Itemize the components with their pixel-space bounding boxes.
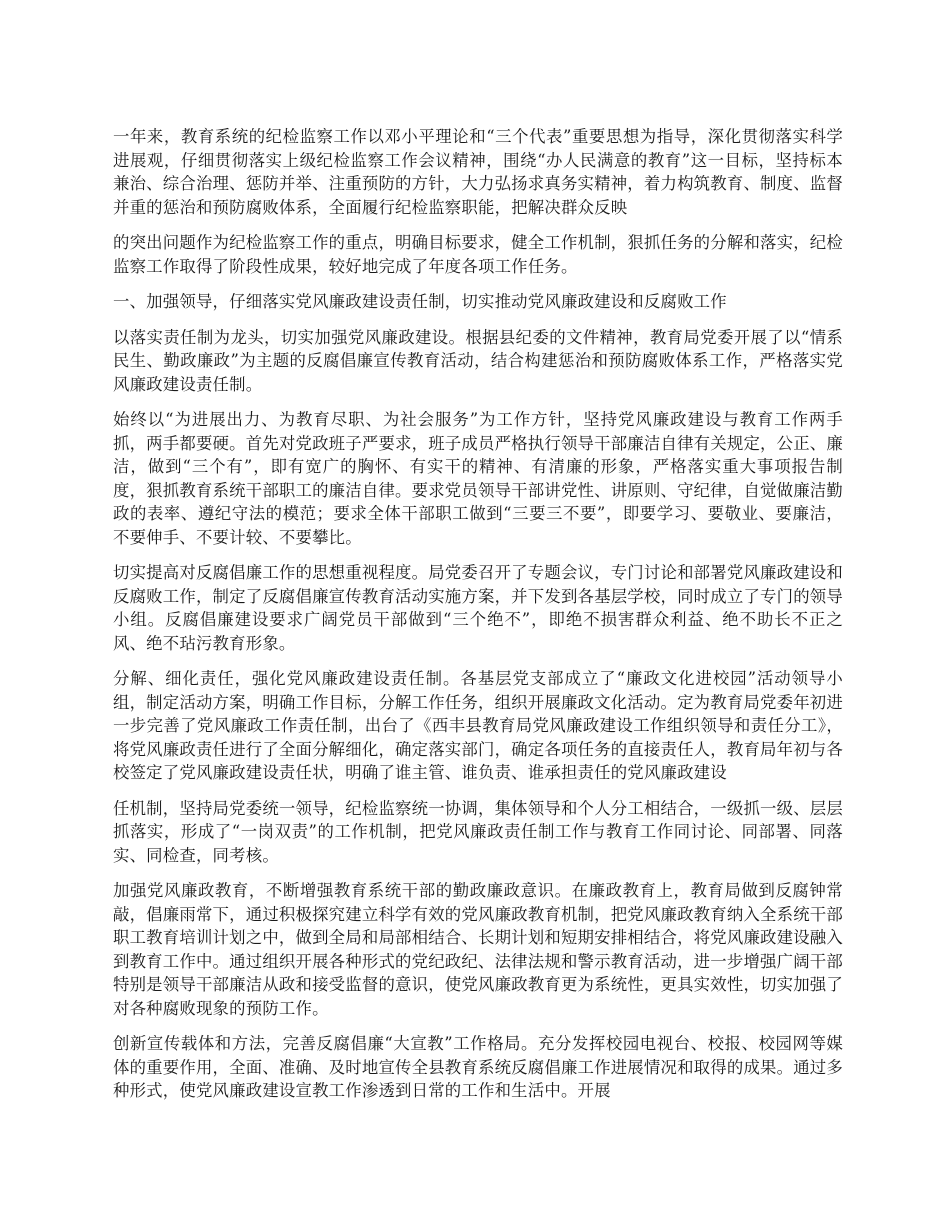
paragraph-education: 加强党风廉政教育，不断增强教育系统干部的勤政廉政意识。在廉政教育上，教育局做到反腐钟常敲，倡廉雨常下，通过积极探究建立科学有效的党风廉政教育机制，把党风廉政教育纳入全系统干部职工教育培训计划之中，做到全局和局部相结合、长期计划和短期安排相结合，将党风廉政建设融入到教育工作中。通过组织开展各种形式的党纪政纪、法律法规和警示教育活动，进一步增强广阔干部特别是领导干部廉洁从政和接受监督的意识，使党风廉政教育更为系统性，更具实效性，切实加强了对各种腐败现象的预防工作。 [113,881,843,1018]
paragraph-intro-continued: 的突出问题作为纪检监察工作的重点，明确目标要求，健全工作机制，狠抓任务的分解和落实，纪检监察工作取得了阶段性成果，较好地完成了年度各项工作任务。 [113,233,843,276]
document-body [113,125,843,1115]
paragraph-task-breakdown: 分解、细化责任，强化党风廉政建设责任制。各基层党支部成立了“廉政文化进校园”活动领导小组，制定活动方案，明确工作目标，分解工作任务，组织开展廉政文化活动。定为教育局党委年初进一步完善了党风廉政工作责任制，出台了《西丰县教育局党风廉政建设工作组织领导和责任分工》，将党风廉政责任进行了全面分解细化，确定落实部门，确定各项任务的直接责任人，教育局年初与各校签定了党风廉政建设责任状，明确了谁主管、谁负责、谁承担责任的党风廉政建设 [113,669,843,782]
paragraph-awareness: 切实提高对反腐倡廉工作的思想重视程度。局党委召开了专题会议，专门讨论和部署党风廉政建设和反腐败工作，制定了反腐倡廉宣传教育活动实施方案，并下发到各基层学校，同时成立了专门的领导小组。反腐倡廉建设要求广阔党员干部做到“三个绝不”，即绝不损害群众利益、绝不助长不正之风、绝不玷污教育形象。 [113,563,843,653]
section-heading-1: 一、加强领导，仔细落实党风廉政建设责任制，切实推动党风廉政建设和反腐败工作 [113,292,727,311]
paragraph-mechanism: 任机制，坚持局党委统一领导，纪检监察统一协调，集体领导和个人分工相结合，一级抓一级、层层抓落实，形成了“一岗双责”的工作机制，把党风廉政责任制工作与教育工作同讨论、同部署、同落实、同检查，同考核。 [113,798,843,865]
paragraph-publicity: 创新宣传载体和方法，完善反腐倡廉“大宣教”工作格局。充分发挥校园电视台、校报、校园网等媒体的重要作用，全面、准确、及时地宣传全县教育系统反腐倡廉工作进展情况和取得的成果。通过多种形式，使党风廉政建设宣教工作渗透到日常的工作和生活中。开展 [113,1034,843,1100]
paragraph-intro: 一年来，教育系统的纪检监察工作以邓小平理论和“三个代表”重要思想为指导，深化贯彻落实科学进展观，仔细贯彻落实上级纪检监察工作会议精神，围绕“办人民满意的教育”这一目标，坚持标本兼治、综合治理、惩防并举、注重预防的方针，大力弘扬求真务实精神，着力构筑教育、制度、监督并重的惩治和预防腐败体系，全面履行纪检监察职能，把解决群众反映 [113,127,843,217]
paragraph-responsibility: 以落实责任制为龙头，切实加强党风廉政建设。根据县纪委的文件精神，教育局党委开展了以“情系民生、勤政廉政”为主题的反腐倡廉宣传教育活动，结合构建惩治和预防腐败体系工作，严格落实党风廉政建设责任制。 [113,327,843,394]
paragraph-work-policy: 始终以“为进展出力、为教育尽职、为社会服务”为工作方针，坚持党风廉政建设与教育工作两手抓，两手都要硬。首先对党政班子严要求，班子成员严格执行领导干部廉洁自律有关规定，公正、廉洁，做到“三个有”，即有宽广的胸怀、有实干的精神、有清廉的形象，严格落实重大事项报告制度，狠抓教育系统干部职工的廉洁自律。要求党员领导干部讲党性、讲原则、守纪律，自觉做廉洁勤政的表率、遵纪守法的模范；要求全体干部职工做到“三要三不要”，即要学习、要敬业、要廉洁，不要伸手、不要计较、不要攀比。 [113,410,843,547]
